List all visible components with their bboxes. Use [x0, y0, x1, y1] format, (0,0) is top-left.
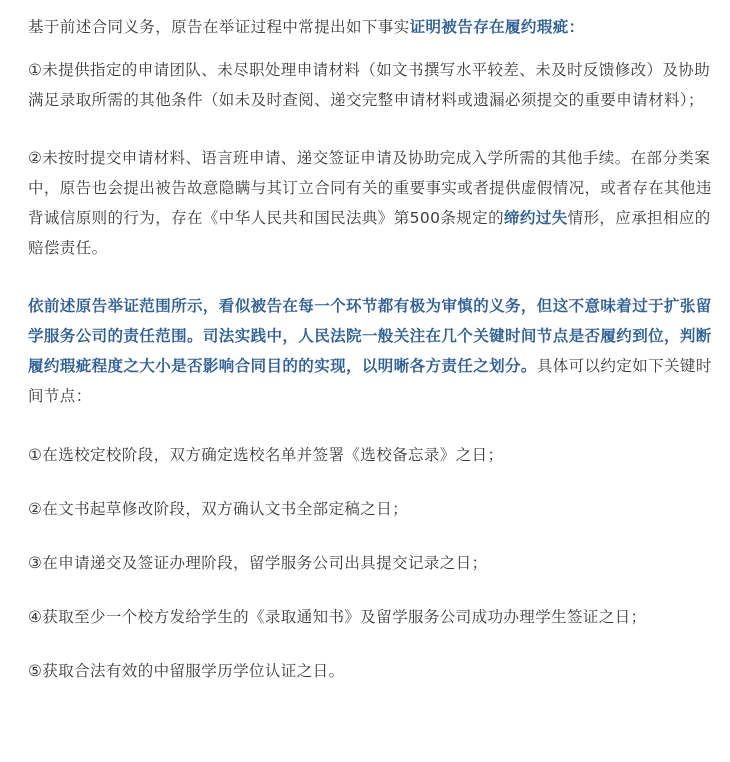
point-1-text: ①未提供指定的申请团队、未尽职处理申请材料（如文书撰写水平较差、未及时反馈修改）及协助满足录取所需的其他条件（如未及时查阅、递交完整申请材料或遗漏必须提交的重要申请材料）；	[28, 61, 711, 109]
intro-highlight: 证明被告存在履约瑕疵：	[409, 18, 585, 36]
timeline-item-4: ④获取至少一个校方发给学生的《录取通知书》及留学服务公司成功办理学生签证之日；	[28, 608, 647, 626]
point-1-paragraph	[28, 55, 712, 115]
intro-text: 基于前述合同义务，原告在举证过程中常提出如下事实	[28, 18, 410, 36]
intro-paragraph	[28, 12, 712, 42]
analysis-highlight: 依前述原告举证范围所示，看似被告在每一个环节都有极为审慎的义务，但这不意味着过于扩张留学服务公司的责任范围。司法实践中，人民法院一般关注在几个关键时间节点是否履约到位，判断履约瑕疵程度之大小是否影响合同目的的实现，以明晰各方责任之划分。	[28, 297, 712, 375]
timeline-item-1: ①在选校定校阶段，双方确定选校名单并签署《选校备忘录》之日；	[28, 446, 504, 464]
point-2-paragraph	[28, 143, 712, 263]
point-2-highlight: 缔约过失	[504, 209, 568, 227]
point-2-text-before: ②未按时提交申请材料、语言班申请、递交签证申请及协助完成入学所需的其他手续。在部分类案中，原告也会提出被告故意隐瞒与其订立合同有关的重要事实或者提供虚假情况，或者存在其他违背诚信原则的行为，存在《中华人民共和国民法典》第500条规定的	[28, 149, 712, 227]
point-2-text-after: 情形，应承担相应的赔偿责任。	[28, 209, 711, 257]
timeline-item-2: ②在文书起草修改阶段，双方确认文书全部定稿之日；	[28, 500, 408, 518]
analysis-text: 具体可以约定如下关键时间节点：	[28, 357, 712, 405]
analysis-paragraph	[28, 291, 712, 411]
timeline-item-5: ⑤获取合法有效的中留服学历学位认证之日。	[28, 662, 345, 680]
timeline-item-3: ③在申请递交及签证办理阶段，留学服务公司出具提交记录之日；	[28, 554, 488, 572]
